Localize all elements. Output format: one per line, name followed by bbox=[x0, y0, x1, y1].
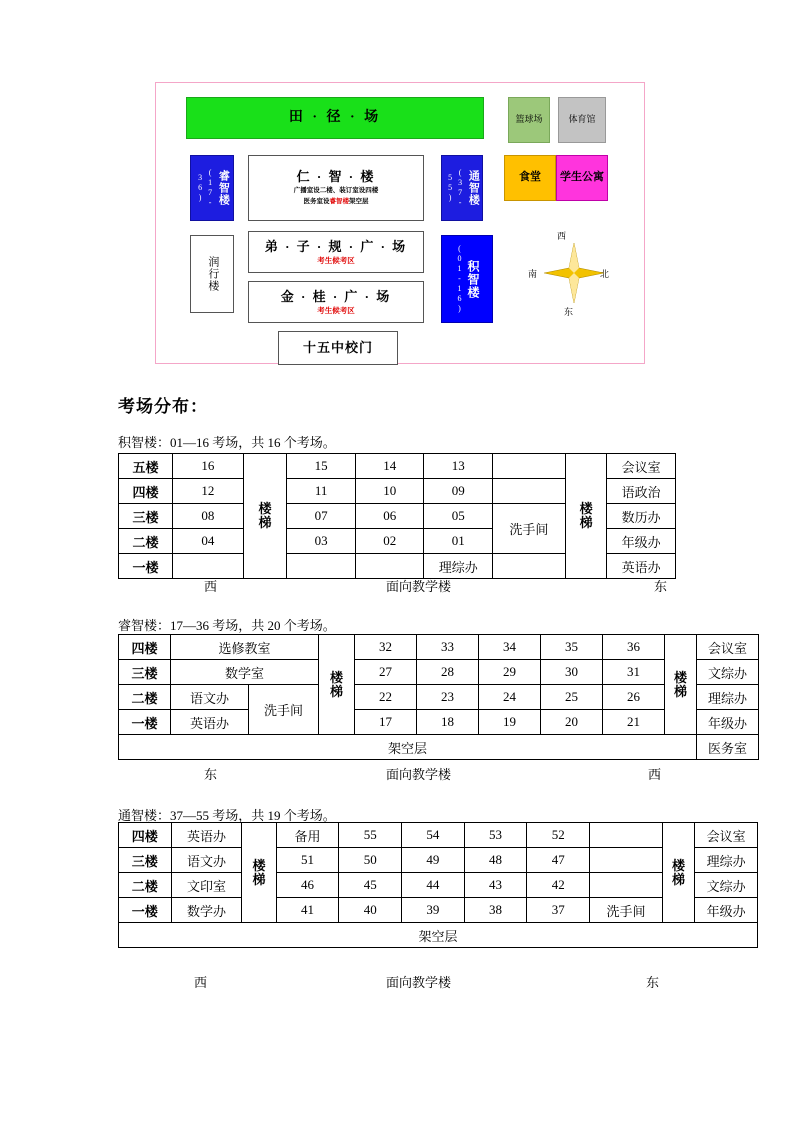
b3-restroom: 洗手间 bbox=[590, 898, 663, 923]
b2-left-4: 选修教室 bbox=[171, 635, 319, 660]
b2-floor-4: 四楼 bbox=[119, 635, 171, 660]
b2-dir-left: 东 bbox=[204, 767, 218, 782]
b3-r4-c5: 52 bbox=[527, 823, 590, 848]
b3-r3-c4: 48 bbox=[464, 848, 527, 873]
b3-east-2: 文综办 bbox=[695, 873, 758, 898]
map-building-jizhi bbox=[441, 235, 493, 323]
b1-restroom: 洗手间 bbox=[493, 504, 566, 554]
b3-r1-c4: 38 bbox=[464, 898, 527, 923]
b2-floor-2: 二楼 bbox=[119, 685, 171, 710]
b2-r1-c5: 21 bbox=[603, 710, 665, 735]
b3-r1-c5: 37 bbox=[527, 898, 590, 923]
b2-right-4: 会议室 bbox=[697, 635, 759, 660]
b3-floor-2: 二楼 bbox=[119, 873, 172, 898]
b2-dir-center: 面向教学楼 bbox=[386, 767, 452, 782]
b3-r2-c1: 46 bbox=[276, 873, 339, 898]
building-3-directions bbox=[118, 972, 758, 990]
b2-right-1: 年级办 bbox=[697, 710, 759, 735]
b1-r1-c2 bbox=[355, 554, 424, 579]
b2-stair-left: 楼 梯 bbox=[319, 635, 355, 735]
b3-floor-1: 一楼 bbox=[119, 898, 172, 923]
b2-r4-c3: 34 bbox=[479, 635, 541, 660]
b3-dir-center: 面向教学楼 bbox=[386, 975, 452, 990]
b1-r1-c1 bbox=[287, 554, 356, 579]
b1-dir-left: 西 bbox=[204, 579, 218, 594]
building-2-directions bbox=[118, 764, 758, 782]
map-track-field: 田 · 径 · 场 bbox=[186, 97, 484, 139]
b3-stair-right: 楼 梯 bbox=[662, 823, 694, 923]
b2-r4-c4: 35 bbox=[541, 635, 603, 660]
b3-r3-c1: 51 bbox=[276, 848, 339, 873]
b3-west-3: 语文办 bbox=[171, 848, 242, 873]
b1-r5-c4 bbox=[493, 454, 566, 479]
b2-floor-3: 三楼 bbox=[119, 660, 171, 685]
table-row bbox=[119, 873, 758, 898]
b2-r3-c2: 28 bbox=[417, 660, 479, 685]
b1-r5-c3: 13 bbox=[424, 454, 493, 479]
map-ruizhi-range: (17-36) bbox=[195, 168, 215, 208]
map-building-ruizhi bbox=[190, 155, 234, 221]
table-row bbox=[119, 635, 759, 660]
map-jingui-plaza bbox=[248, 281, 424, 323]
b3-dir-right: 东 bbox=[646, 975, 660, 990]
b3-r2-c6 bbox=[590, 873, 663, 898]
compass-star-icon bbox=[544, 243, 604, 303]
b1-dir-center: 面向教学楼 bbox=[386, 579, 452, 594]
b3-r2-c2: 45 bbox=[339, 873, 402, 898]
compass-north-label: 西 bbox=[557, 231, 567, 241]
b2-floor-1: 一楼 bbox=[119, 710, 171, 735]
b3-r3-c5: 47 bbox=[527, 848, 590, 873]
b2-stair-right: 楼 梯 bbox=[665, 635, 697, 735]
b1-east-1: 英语办 bbox=[607, 554, 676, 579]
b3-dir-left: 西 bbox=[194, 975, 208, 990]
map-dorm-label: 学生公寓 bbox=[560, 171, 604, 184]
b3-r2-c3: 44 bbox=[402, 873, 465, 898]
b3-podium: 架空层 bbox=[119, 923, 758, 948]
b3-stair-left: 楼 梯 bbox=[242, 823, 276, 923]
table-row bbox=[119, 898, 758, 923]
map-jingui-sub: 考生候考区 bbox=[317, 305, 355, 315]
map-dizigui-title: 弟 · 子 · 规 · 广 · 场 bbox=[264, 238, 408, 254]
b1-r4-c4 bbox=[493, 479, 566, 504]
map-jingui-title: 金 · 桂 · 广 · 场 bbox=[280, 288, 392, 304]
b2-podium: 架空层 bbox=[119, 735, 697, 760]
b3-r1-c1: 41 bbox=[276, 898, 339, 923]
table-row bbox=[119, 823, 758, 848]
b1-west-2: 04 bbox=[173, 529, 244, 554]
map-student-dormitory bbox=[556, 155, 608, 201]
map-tongzhi-range: (37-55) bbox=[445, 168, 465, 208]
b1-stair-left: 楼 梯 bbox=[243, 454, 287, 579]
b2-r2-c3: 24 bbox=[479, 685, 541, 710]
b3-r1-c2: 40 bbox=[339, 898, 402, 923]
b3-r2-c5: 42 bbox=[527, 873, 590, 898]
b3-west-2: 文印室 bbox=[171, 873, 242, 898]
b1-r4-c1: 11 bbox=[287, 479, 356, 504]
b1-r3-c2: 06 bbox=[355, 504, 424, 529]
b2-r1-c3: 19 bbox=[479, 710, 541, 735]
b3-west-1: 数学办 bbox=[171, 898, 242, 923]
b1-west-4: 12 bbox=[173, 479, 244, 504]
b1-east-5: 会议室 bbox=[607, 454, 676, 479]
b1-r4-c2: 10 bbox=[355, 479, 424, 504]
b2-restroom: 洗手间 bbox=[249, 685, 319, 735]
b2-r1-c1: 17 bbox=[355, 710, 417, 735]
map-dizigui-sub: 考生候考区 bbox=[317, 255, 355, 265]
b2-r2-c5: 26 bbox=[603, 685, 665, 710]
table-row bbox=[119, 454, 676, 479]
building-2-caption: 睿智楼：17—36 考场，共 20 个考场。 bbox=[118, 618, 336, 633]
map-gymnasium bbox=[558, 97, 606, 143]
b3-east-3: 理综办 bbox=[695, 848, 758, 873]
b1-r1-c4 bbox=[493, 554, 566, 579]
compass-left-label: 南 bbox=[528, 269, 538, 279]
b1-floor-1: 一楼 bbox=[119, 554, 173, 579]
b2-r3-c3: 29 bbox=[479, 660, 541, 685]
b3-r2-c4: 43 bbox=[464, 873, 527, 898]
b2-right-3: 文综办 bbox=[697, 660, 759, 685]
map-renzhi-title: 仁 · 智 · 楼 bbox=[296, 169, 376, 185]
building-3-table bbox=[118, 822, 758, 948]
b1-east-4: 语政治 bbox=[607, 479, 676, 504]
b2-r3-c5: 31 bbox=[603, 660, 665, 685]
b1-r2-c1: 03 bbox=[287, 529, 356, 554]
b1-r5-c2: 14 bbox=[355, 454, 424, 479]
map-basketball-label: 篮球场 bbox=[515, 114, 543, 125]
table-row bbox=[119, 848, 758, 873]
compass-right-label: 北 bbox=[600, 269, 610, 279]
table-row bbox=[119, 660, 759, 685]
b1-floor-3: 三楼 bbox=[119, 504, 173, 529]
b2-right-2: 理综办 bbox=[697, 685, 759, 710]
b2-r3-c1: 27 bbox=[355, 660, 417, 685]
map-runxing-name: 润行楼 bbox=[206, 256, 219, 292]
b1-floor-5: 五楼 bbox=[119, 454, 173, 479]
b2-r2-c2: 23 bbox=[417, 685, 479, 710]
map-renzhi-note1: 广播室设二楼、装订室设四楼 bbox=[293, 187, 379, 195]
b1-r2-c2: 02 bbox=[355, 529, 424, 554]
b1-floor-2: 二楼 bbox=[119, 529, 173, 554]
b1-stair-right: 楼 梯 bbox=[565, 454, 607, 579]
b2-left-2: 语文办 bbox=[171, 685, 249, 710]
map-renzhi-note2 bbox=[304, 198, 369, 207]
b2-r3-c4: 30 bbox=[541, 660, 603, 685]
b1-r4-c3: 09 bbox=[424, 479, 493, 504]
table-row bbox=[119, 735, 759, 760]
map-renzhi-note2-suffix: 架空层 bbox=[349, 198, 369, 206]
building-2-table bbox=[118, 634, 759, 760]
b2-r1-c4: 20 bbox=[541, 710, 603, 735]
map-dizigui-plaza bbox=[248, 231, 424, 273]
b2-dir-right: 西 bbox=[648, 767, 662, 782]
map-renzhi-note2-highlight: 睿智楼 bbox=[329, 198, 349, 206]
table-row bbox=[119, 710, 759, 735]
b3-east-1: 年级办 bbox=[695, 898, 758, 923]
b3-west-4: 英语办 bbox=[171, 823, 242, 848]
map-canteen: 食堂 bbox=[504, 155, 556, 201]
b3-r1-c3: 39 bbox=[402, 898, 465, 923]
b1-r5-c1: 15 bbox=[287, 454, 356, 479]
b2-r2-c1: 22 bbox=[355, 685, 417, 710]
b1-east-2: 年级办 bbox=[607, 529, 676, 554]
b2-left-3: 数学室 bbox=[171, 660, 319, 685]
b2-r4-c1: 32 bbox=[355, 635, 417, 660]
map-building-tongzhi bbox=[441, 155, 483, 221]
page-title: 考场分布： bbox=[118, 397, 208, 416]
b3-r4-c3: 54 bbox=[402, 823, 465, 848]
b3-east-4: 会议室 bbox=[695, 823, 758, 848]
b3-r3-c2: 50 bbox=[339, 848, 402, 873]
b1-r3-c1: 07 bbox=[287, 504, 356, 529]
map-building-runxing bbox=[190, 235, 234, 313]
compass-bottom-label: 东 bbox=[564, 307, 574, 317]
b1-r1-c3: 理综办 bbox=[424, 554, 493, 579]
map-ruizhi-name: 睿智楼 bbox=[217, 170, 230, 206]
b2-left-1: 英语办 bbox=[171, 710, 249, 735]
b1-floor-4: 四楼 bbox=[119, 479, 173, 504]
b3-r4-c4: 53 bbox=[464, 823, 527, 848]
b3-r3-c3: 49 bbox=[402, 848, 465, 873]
b2-r4-c5: 36 bbox=[603, 635, 665, 660]
campus-map bbox=[155, 82, 645, 364]
map-gymnasium-label: 体育馆 bbox=[568, 114, 596, 125]
map-building-renzhi bbox=[248, 155, 424, 221]
map-school-gate: 十五中校门 bbox=[278, 331, 398, 365]
b1-west-3: 08 bbox=[173, 504, 244, 529]
building-1-caption: 积智楼：01—16 考场，共 16 个考场。 bbox=[118, 435, 336, 450]
building-3-caption: 通智楼：37—55 考场，共 19 个考场。 bbox=[118, 808, 336, 823]
b3-r4-c1: 备用 bbox=[276, 823, 339, 848]
b3-r4-c6 bbox=[590, 823, 663, 848]
table-row bbox=[119, 923, 758, 948]
b1-west-5: 16 bbox=[173, 454, 244, 479]
b2-clinic: 医务室 bbox=[697, 735, 759, 760]
b1-r3-c3: 05 bbox=[424, 504, 493, 529]
map-jizhi-range: (01-16) bbox=[455, 244, 464, 314]
building-1-directions bbox=[118, 576, 676, 594]
b1-east-3: 数历办 bbox=[607, 504, 676, 529]
b3-r4-c2: 55 bbox=[339, 823, 402, 848]
map-jizhi-name: 积智楼 bbox=[466, 259, 480, 299]
b1-dir-right: 东 bbox=[654, 579, 668, 594]
b3-floor-3: 三楼 bbox=[119, 848, 172, 873]
building-1-table bbox=[118, 453, 676, 579]
b2-r1-c2: 18 bbox=[417, 710, 479, 735]
b1-west-1 bbox=[173, 554, 244, 579]
b2-r2-c4: 25 bbox=[541, 685, 603, 710]
map-renzhi-note2-prefix: 医务室设 bbox=[303, 198, 330, 206]
b2-r4-c2: 33 bbox=[417, 635, 479, 660]
map-basketball-court bbox=[508, 97, 550, 143]
table-row bbox=[119, 685, 759, 710]
b3-floor-4: 四楼 bbox=[119, 823, 172, 848]
map-tongzhi-name: 通智楼 bbox=[467, 170, 480, 206]
b3-r3-c6 bbox=[590, 848, 663, 873]
compass-icon bbox=[528, 229, 616, 319]
b1-r2-c3: 01 bbox=[424, 529, 493, 554]
